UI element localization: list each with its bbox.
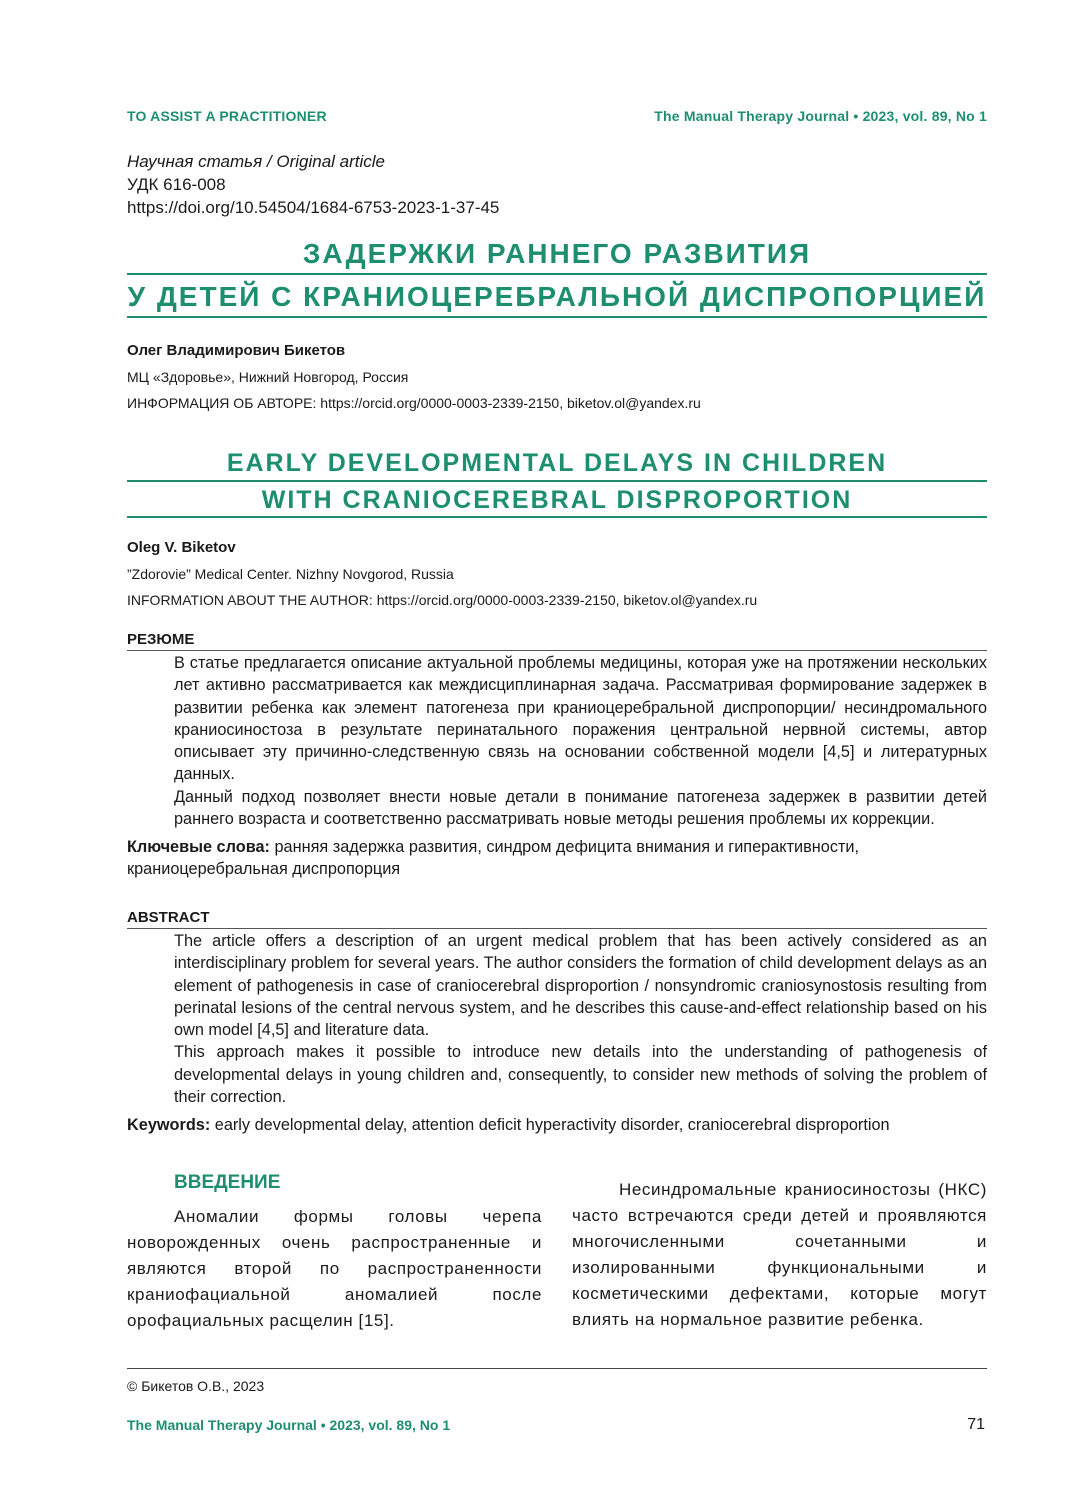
author-en-affiliation: ”Zdorovie” Medical Center. Nizhny Novgorod, Russia [127, 566, 454, 582]
doi-link[interactable]: https://doi.org/10.54504/1684-6753-2023-1-37-45 [127, 198, 500, 217]
article-type: Научная статья / Original article [127, 152, 386, 171]
author-ru-affiliation: МЦ «Здоровье», Нижний Новгород, Россия [127, 369, 409, 385]
abstract-heading: ABSTRACT [127, 908, 987, 929]
copyright: © Бикетов О.В., 2023 [127, 1378, 265, 1394]
title-ru-rule-2 [127, 316, 987, 318]
title-en-2 [127, 482, 987, 518]
resume-text [174, 652, 987, 830]
page-number: 71 [967, 1416, 985, 1433]
title-ru-line-1: ЗАДЕРЖКИ РАННЕГО РАЗВИТИЯ [302, 238, 812, 269]
intro-column-1: Аномалии формы головы черепа новорожденных очень распространенные и являются второй по распространенности краниофациальной аномалией после орофациальных расщелин [15]. [127, 1207, 542, 1330]
title-ru [127, 233, 987, 275]
title-ru-2 [127, 276, 987, 318]
abstract-text [174, 930, 987, 1108]
resume-paragraph-1: В статье предлагается описание актуальной проблемы медицины, которая уже на протяжении нескольких лет активно рассматривается как междисциплинарная задача. Рассматривая формирование задержек в развитии ребенка как элемент патогенеза при краниоцеребральной диспропорции/ несиндромального краниосиностоза в результате перинатального поражения центральной нервной системы, автор описывает эту причинно-следственную связь на основании собственной модели [4,5] и литературных данных. [174, 654, 987, 784]
resume-paragraph-2: Данный подход позволяет внести новые детали в понимание патогенеза задержек в развитии детей раннего возраста и соответственно рассматривать новые методы решения проблемы их коррекции. [174, 787, 987, 829]
author-en-name: Oleg V. Biketov [127, 539, 236, 556]
author-ru-info[interactable]: ИНФОРМАЦИЯ ОБ АВТОРЕ: https://orcid.org/0000-0003-2339-2150, biketov.ol@yandex.ru [127, 395, 701, 411]
title-en-rule-2 [127, 516, 987, 518]
running-header-section: TO ASSIST A PRACTITIONER [127, 108, 327, 124]
title-en [127, 445, 987, 481]
resume-heading: РЕЗЮМЕ [127, 630, 987, 651]
abstract-keywords-label: Keywords: [127, 1116, 211, 1134]
title-en-line-2: WITH CRANIOCEREBRAL DISPROPORTION [261, 486, 853, 514]
author-en [127, 534, 757, 613]
resume-keywords [127, 836, 987, 881]
resume-keywords-label: Ключевые слова: [127, 838, 270, 856]
abstract-paragraph-2: This approach makes it possible to introduce new details into the understanding of pathogenesis of developmental delays in young children and, consequently, to consider new methods of solving the problem of their correction. [174, 1043, 987, 1107]
intro-column-2: Несиндромальные краниосиностозы (НКС) часто встречаются среди детей и проявляются многочисленными сочетанными и изолированными функциональными и косметическими дефектами, которые могут влиять на нормальное развитие ребенка. [572, 1180, 987, 1329]
title-ru-line-2: У ДЕТЕЙ С КРАНИОЦЕРЕБРАЛЬНОЙ ДИСПРОПОРЦИЕЙ [127, 281, 987, 312]
title-en-line-1: EARLY DEVELOPMENTAL DELAYS IN CHILDREN [226, 449, 888, 477]
udc-code: УДК 616-008 [127, 175, 226, 194]
abstract-paragraph-1: The article offers a description of an urgent medical problem that has been actively considered as an interdisciplinary problem for several years. The author considers the formation of child development delays as an element of pathogenesis in case of craniocerebral disproportion / nonsyndromic craniosynostosis resulting from perinatal lesions of the central nervous system, and he describes this cause-and-effect relationship based on his own model [4,5] and literature data. [174, 932, 987, 1040]
resume-keywords-text: ранняя задержка развития, синдром дефицита внимания и гиперактивности, краниоцеребральная диспропорция [127, 838, 860, 879]
author-ru [127, 337, 701, 416]
author-en-info[interactable]: INFORMATION ABOUT THE AUTHOR: https://orcid.org/0000-0003-2339-2150, biketov.ol@yandex.ru [127, 592, 758, 608]
abstract-keywords-text: early developmental delay, attention deficit hyperactivity disorder, craniocerebral disproportion [210, 1116, 890, 1134]
abstract-keywords [127, 1114, 987, 1136]
intro-heading: ВВЕДЕНИЕ [174, 1172, 281, 1193]
author-ru-name: Олег Владимирович Бикетов [127, 342, 346, 359]
footer-rule [127, 1368, 987, 1369]
running-header-journal: The Manual Therapy Journal • 2023, vol. 89, No 1 [654, 108, 987, 124]
footer-journal: The Manual Therapy Journal • 2023, vol. 89, No 1 [127, 1417, 451, 1433]
article-meta [127, 150, 499, 219]
title-ru-rule-1 [127, 273, 987, 275]
